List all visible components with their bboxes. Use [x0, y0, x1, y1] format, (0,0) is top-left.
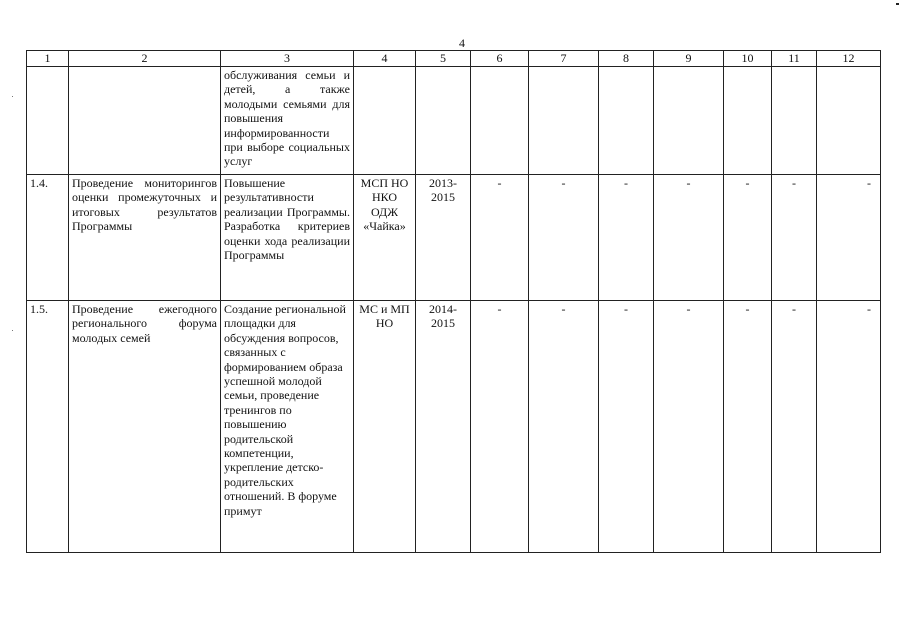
column-header: 3	[221, 51, 354, 67]
column-header: 7	[529, 51, 599, 67]
dash-value: -	[867, 176, 871, 190]
event-cell	[69, 67, 221, 175]
value-cell	[724, 175, 772, 301]
dash-value: -	[497, 176, 502, 190]
column-header: 8	[599, 51, 654, 67]
dash-value: -	[745, 302, 750, 316]
dash-value: -	[624, 302, 628, 316]
scan-speck	[12, 96, 13, 97]
column-header: 4	[354, 51, 416, 67]
executors-cell: МСП НО НКО ОДЖ «Чайка»	[354, 175, 416, 301]
value-cell	[529, 301, 599, 553]
event-cell: Проведение ежегодного регионального форума молодых семей	[69, 301, 221, 553]
value-cell	[724, 301, 772, 553]
table-row	[27, 67, 881, 175]
value-cell	[654, 175, 724, 301]
period-cell	[416, 67, 471, 175]
value-cell	[772, 301, 817, 553]
dash-value: -	[792, 176, 796, 190]
column-header: 11	[772, 51, 817, 67]
row-number	[27, 67, 69, 175]
dash-value: -	[624, 176, 628, 190]
value-cell	[471, 301, 529, 553]
value-cell	[529, 67, 599, 175]
column-header: 9	[654, 51, 724, 67]
column-header: 12	[817, 51, 881, 67]
value-cell	[529, 175, 599, 301]
dash-value: -	[561, 176, 566, 190]
value-cell	[817, 175, 881, 301]
table-row	[27, 301, 881, 553]
value-cell	[772, 175, 817, 301]
scan-speck	[12, 330, 13, 331]
event-cell: Проведение мониторингов оценки промежуточных и итоговых результатов Программы	[69, 175, 221, 301]
value-cell	[654, 67, 724, 175]
column-header: 5	[416, 51, 471, 67]
executors-cell: МС и МП НО	[354, 301, 416, 553]
dash-value: -	[686, 302, 691, 316]
table-row	[27, 175, 881, 301]
executors-cell	[354, 67, 416, 175]
dash-value: -	[792, 302, 796, 316]
row-number: 1.4.	[27, 175, 69, 301]
column-header: 10	[724, 51, 772, 67]
column-number-row	[27, 51, 881, 67]
page-number: 4	[459, 36, 465, 50]
value-cell	[817, 67, 881, 175]
scan-mark	[896, 3, 899, 5]
column-header: 6	[471, 51, 529, 67]
dash-value: -	[745, 176, 750, 190]
value-cell	[471, 67, 529, 175]
result-cell: Повышение результативности реализации Программы. Разработка критериев оценки хода реализации Программы	[221, 175, 354, 301]
program-table	[26, 50, 881, 553]
value-cell	[654, 301, 724, 553]
result-cell: обслуживания семьи и детей, а также молодыми семьями для повышения информированности при выборе социальных услуг	[221, 67, 354, 175]
value-cell	[471, 175, 529, 301]
period-cell: 2014-2015	[416, 301, 471, 553]
value-cell	[772, 67, 817, 175]
row-number: 1.5.	[27, 301, 69, 553]
dash-value: -	[497, 302, 502, 316]
dash-value: -	[561, 302, 566, 316]
value-cell	[599, 175, 654, 301]
value-cell	[817, 301, 881, 553]
dash-value: -	[686, 176, 691, 190]
value-cell	[599, 67, 654, 175]
column-header: 2	[69, 51, 221, 67]
result-cell: Создание региональной площадки для обсуждения вопросов, связанных с формированием образа успешной молодой семьи, проведение тренингов по повышению родительской компетенции, укрепление детско-родительских отношений. В форуме примут	[221, 301, 354, 553]
value-cell	[599, 301, 654, 553]
column-header: 1	[27, 51, 69, 67]
value-cell	[724, 67, 772, 175]
dash-value: -	[867, 302, 871, 316]
period-cell: 2013-2015	[416, 175, 471, 301]
